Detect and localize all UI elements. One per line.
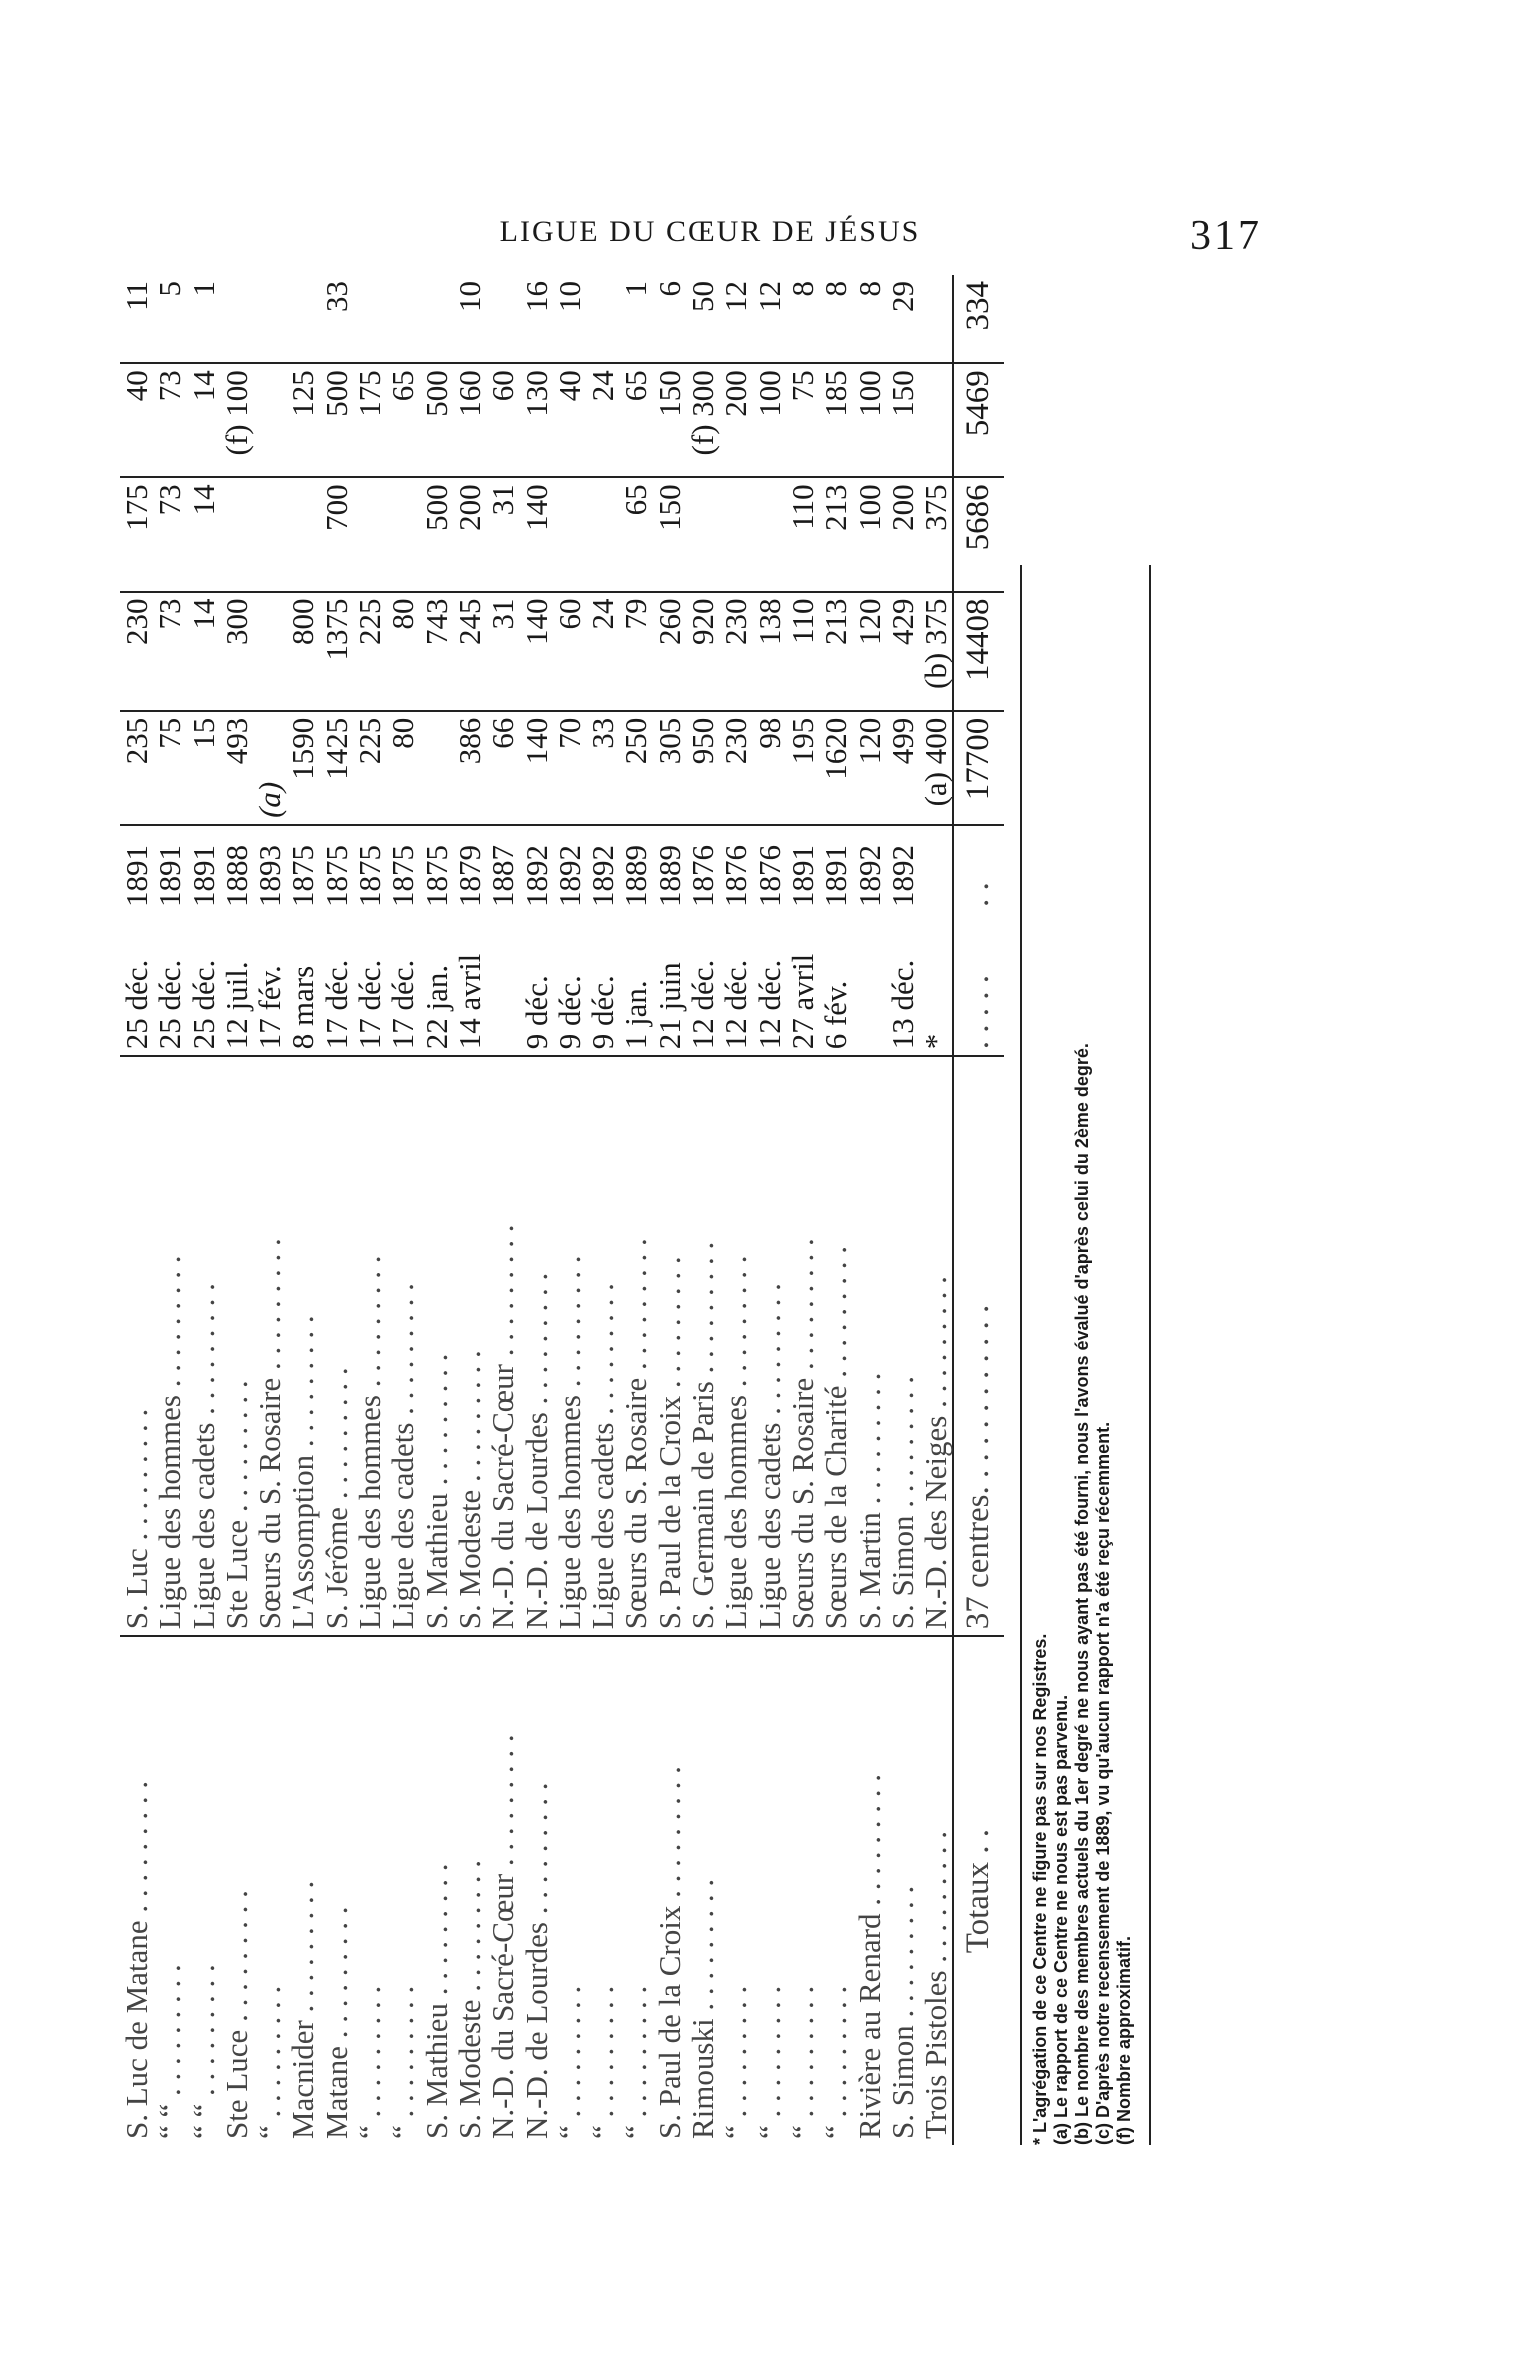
row-place: Trois Pistoles xyxy=(918,1970,954,2139)
row-place: N.-D. du Sacré-Cœur xyxy=(485,1873,521,2139)
row-centre: Sœurs du S. Rosaire xyxy=(252,1377,288,1630)
table-row xyxy=(220,275,253,2145)
leader-dots: . . . . . . . . . xyxy=(385,1283,421,1423)
leader-dots: . . . . . . . . . xyxy=(252,1985,288,2126)
row-n2: 14 xyxy=(185,598,221,630)
row-place: “ xyxy=(352,2125,388,2139)
row-place: “ “ xyxy=(185,2103,221,2139)
row-place: “ xyxy=(784,2125,820,2139)
row-centre: S. Simon xyxy=(884,1515,920,1630)
row-year: 1892 xyxy=(851,845,887,908)
row-n1: 33 xyxy=(585,717,621,749)
row-centre: N.-D. du Sacré-Cœur xyxy=(485,1364,521,1630)
row-year: 1892 xyxy=(884,845,920,908)
row-place: S. Mathieu xyxy=(418,2002,454,2139)
row-n2: 110 xyxy=(784,598,820,644)
row-n2: 24 xyxy=(585,598,621,630)
row-n5: 6 xyxy=(651,281,687,297)
row-year: 1875 xyxy=(385,845,421,908)
row-year: 1876 xyxy=(751,845,787,908)
row-n2: 140 xyxy=(518,598,554,646)
footnote: (c) D'après notre recensement de 1889, vu qu'aucun rapport n'a été reçu récemment. xyxy=(1092,1421,1113,2145)
leader-dots: . . . . . . . . . xyxy=(352,1255,388,1395)
row-n2: 300 xyxy=(218,598,254,646)
table-row xyxy=(786,275,819,2145)
table-row xyxy=(853,275,886,2145)
row-place: “ “ xyxy=(152,2103,188,2139)
row-n5: 11 xyxy=(119,281,154,311)
row-place: Rimouski xyxy=(685,2018,721,2139)
leader-dots: . . . . . . . . . xyxy=(418,1863,454,2003)
row-date: 25 déc. xyxy=(185,959,221,1050)
page-number: 317 xyxy=(1190,213,1262,259)
row-n1: 499 xyxy=(884,717,920,765)
row-n3: 140 xyxy=(518,484,554,531)
leader-dots: . . . . . . . . . xyxy=(918,1276,954,1416)
row-centre: S. Luc xyxy=(119,1548,154,1630)
leader-dots: . . . . . . . . . xyxy=(451,1860,487,2000)
row-n5: 8 xyxy=(784,281,820,297)
row-n3: 700 xyxy=(318,484,354,531)
row-centre: Ligue des cadets xyxy=(385,1422,421,1630)
row-n1: 386 xyxy=(451,717,487,765)
row-centre: Sœurs du S. Rosaire xyxy=(618,1377,654,1630)
row-n1: 70 xyxy=(551,717,587,749)
leader-dots: . . . . . . . . . xyxy=(751,1283,787,1423)
centres-table xyxy=(120,275,1004,2145)
table-row xyxy=(253,275,286,2145)
row-centre: S. Modeste xyxy=(451,1489,487,1630)
row-date: 9 déc. xyxy=(551,975,587,1050)
row-n4: 200 xyxy=(718,370,754,417)
row-place: “ xyxy=(618,2125,654,2139)
row-n4: 125 xyxy=(285,370,321,417)
row-n1: 305 xyxy=(651,717,687,765)
row-n2: 31 xyxy=(485,598,521,630)
row-date: 12 juil. xyxy=(218,961,254,1050)
row-n4: 40 xyxy=(119,370,154,402)
row-n2: 79 xyxy=(618,598,654,630)
row-n4: 100 xyxy=(851,370,887,417)
row-centre: S. Martin xyxy=(851,1512,887,1630)
row-date: 14 avril xyxy=(451,953,487,1050)
row-date: 22 jan. xyxy=(418,964,454,1050)
row-place: N.-D. de Lourdes xyxy=(518,1922,554,2139)
leader-dots: . . . . . . . . . xyxy=(451,1350,487,1490)
row-date: 25 déc. xyxy=(152,959,188,1050)
row-n1: 1590 xyxy=(285,717,321,780)
leader-dots: . . . . . . . . . xyxy=(185,1964,221,2104)
row-n5: 10 xyxy=(451,281,487,312)
row-n5: 16 xyxy=(518,281,554,312)
leader-dots: . . . . . . . . . xyxy=(185,1283,221,1423)
row-place: “ xyxy=(252,2125,288,2139)
leader-dots: . . . . . . . . . xyxy=(884,1885,920,2026)
row-n4: 60 xyxy=(485,370,521,402)
leader-dots: . . . . . . . . . xyxy=(818,1985,854,2126)
running-title: LIGUE DU CŒUR DE JÉSUS xyxy=(499,215,921,248)
row-n2: 245 xyxy=(451,598,487,646)
footnote: (a) Le rapport de ce Centre ne nous est pas parvenu. xyxy=(1050,1694,1071,2145)
row-n3: 100 xyxy=(851,484,887,531)
row-place: Macnider xyxy=(285,2020,321,2139)
row-date: 17 fév. xyxy=(252,965,288,1050)
leader-dots: . . . . . . . . . xyxy=(352,1985,388,2126)
row-place: Matane xyxy=(318,2046,354,2139)
leader-dots: . . . . . . . . . xyxy=(585,1985,621,2126)
row-n1: 1620 xyxy=(818,717,854,780)
row-year: 1891 xyxy=(784,845,820,908)
leader-dots: . . . . . . . . . xyxy=(518,1272,554,1413)
row-centre: Sœurs du S. Rosaire xyxy=(784,1377,820,1630)
row-year: 1891 xyxy=(818,845,854,908)
total-n5: 334 xyxy=(953,275,1003,363)
table-row xyxy=(919,275,953,2145)
row-n4: 14 xyxy=(185,370,221,402)
leader-dots: . . . . . . . . . xyxy=(218,1380,254,1520)
total-n3: 5686 xyxy=(953,477,1003,591)
table-row xyxy=(886,275,919,2145)
row-n1: 15 xyxy=(185,717,221,749)
leader-dots: . . . . . . . . . xyxy=(285,1880,321,2021)
leader-dots: . . . . . . . . . xyxy=(318,1906,354,2047)
row-date: 12 déc. xyxy=(751,959,787,1050)
leader-dots: . . . . . . . . . xyxy=(651,1256,687,1396)
row-date: * xyxy=(918,1033,954,1050)
leader-dots: . . . . . . . . . xyxy=(318,1367,354,1507)
footnotes xyxy=(1020,565,1135,2145)
row-year: 1891 xyxy=(185,845,221,908)
row-n5: 12 xyxy=(718,281,754,312)
table-row xyxy=(420,275,453,2145)
row-n4: 500 xyxy=(418,370,454,417)
row-n4: 150 xyxy=(884,370,920,417)
row-n4: 73 xyxy=(152,370,188,402)
row-n4: 185 xyxy=(818,370,854,417)
row-n1: 493 xyxy=(218,717,254,765)
row-date: 12 déc. xyxy=(718,959,754,1050)
row-n2: 73 xyxy=(152,598,188,630)
table-row xyxy=(120,275,153,2145)
row-n4: 500 xyxy=(318,370,354,417)
leader-dots: . . . . . . . . . xyxy=(252,1238,288,1378)
leader-dots: . . . . . . . . . xyxy=(418,1353,454,1494)
row-date: 9 déc. xyxy=(518,975,554,1050)
row-n2: 138 xyxy=(751,598,787,646)
leader-dots: . . . . . . . . . xyxy=(551,1255,587,1395)
table-row xyxy=(686,275,719,2145)
row-n3: 200 xyxy=(451,484,487,531)
row-n4: 130 xyxy=(518,370,554,417)
row-year: 1892 xyxy=(585,845,621,908)
table-row xyxy=(453,275,486,2145)
row-place: Rivière au Renard xyxy=(851,1913,887,2139)
row-n5: 1 xyxy=(618,281,654,297)
table-row xyxy=(187,275,220,2145)
leader-dots: . . . . . . . . . xyxy=(884,1375,920,1516)
table-row xyxy=(719,275,752,2145)
table-row xyxy=(286,275,319,2145)
row-n1: 235 xyxy=(119,717,154,765)
row-n3: 31 xyxy=(485,484,521,516)
row-year: 1891 xyxy=(119,845,154,908)
leader-dots: . . . . . . . . . xyxy=(818,1246,854,1386)
leader-dots: . . . . . . . . . xyxy=(285,1315,321,1455)
totals-row: Totaux . . 37 centres. . . . . . . . . . . . . . . . . . . 17700 14408 5686 5469 334 xyxy=(953,275,1003,2145)
row-n5: 33 xyxy=(318,281,354,312)
row-centre: Ligue des cadets xyxy=(185,1422,221,1630)
table-row xyxy=(153,275,186,2145)
totals-label: Totaux xyxy=(960,1862,997,1954)
leader-dots: . . . . . . . . . xyxy=(618,1985,654,2126)
total-n2: 14408 xyxy=(953,592,1003,711)
row-date: 21 juin xyxy=(651,962,687,1050)
row-n1: 225 xyxy=(352,717,388,765)
row-n2: 60 xyxy=(551,598,587,630)
row-n5: 12 xyxy=(751,281,787,312)
row-place: “ xyxy=(751,2125,787,2139)
table-row xyxy=(386,275,419,2145)
leader-dots: . . . . . . . . . xyxy=(784,1985,820,2126)
row-year: 1892 xyxy=(551,845,587,908)
row-n3: 175 xyxy=(119,484,154,531)
row-date: 12 déc. xyxy=(685,959,721,1050)
table-row xyxy=(586,275,619,2145)
row-n2: 213 xyxy=(818,598,854,646)
totals-centres: 37 centres. xyxy=(960,1486,997,1630)
leader-dots: . . . . . . . . . xyxy=(551,1985,587,2126)
row-n5: 1 xyxy=(185,281,221,297)
row-n5: 50 xyxy=(685,281,721,312)
leader-dots: . . . . . . . . . xyxy=(218,1890,254,2030)
row-centre: S. Germain de Paris xyxy=(685,1381,721,1630)
table-row xyxy=(753,275,786,2145)
row-year: 1888 xyxy=(218,845,254,908)
row-date: 17 déc. xyxy=(352,959,388,1050)
row-n1: 195 xyxy=(784,717,820,765)
leader-dots: . . . . . . . . . xyxy=(851,1773,887,1914)
row-year: 1876 xyxy=(685,845,721,908)
row-year: 1875 xyxy=(418,845,454,908)
row-n1: (a) 400 xyxy=(918,717,954,807)
row-n5: 10 xyxy=(551,281,587,312)
row-n4: 40 xyxy=(551,370,587,402)
row-year: 1891 xyxy=(152,845,188,908)
row-place: S. Luc de Matane xyxy=(119,1920,154,2139)
row-n5: 8 xyxy=(818,281,854,297)
row-year: 1875 xyxy=(285,845,321,908)
leader-dots: . . . . . . . . . xyxy=(119,1408,154,1549)
bottom-rule xyxy=(1149,565,1151,2145)
row-centre: S. Jérôme xyxy=(318,1506,354,1630)
row-year: 1893 xyxy=(252,845,288,908)
row-date: 27 avril xyxy=(784,953,820,1050)
leader-dots: . . . . . . . . . xyxy=(485,1734,521,1874)
row-n4: 150 xyxy=(651,370,687,417)
footnote: (b) Le nombre des membres actuels du 1er degré ne nous ayant pas été fourni, nous l'avons évalué d'après celui du 2ème degré. xyxy=(1071,1043,1092,2145)
leader-dots: . . . . . . . . . xyxy=(685,1241,721,1382)
row-n4: (f) 300 xyxy=(685,370,721,456)
row-n5: 8 xyxy=(851,281,887,297)
leader-dots: . . . . . . . . . xyxy=(585,1283,621,1423)
footnote: * L'agrégation de ce Centre ne figure pas sur nos Registres. xyxy=(1029,1633,1050,2145)
row-n4: 100 xyxy=(751,370,787,417)
row-note: (a) xyxy=(252,781,288,818)
row-year: 1875 xyxy=(352,845,388,908)
table-row xyxy=(619,275,652,2145)
row-n1: 120 xyxy=(851,717,887,765)
leader-dots: . . . . . . . . . xyxy=(718,1985,754,2126)
row-centre: Ligue des hommes xyxy=(152,1395,188,1630)
row-centre: Ligue des cadets xyxy=(751,1422,787,1630)
row-n5: 29 xyxy=(884,281,920,312)
row-n4: 75 xyxy=(784,370,820,402)
row-centre: Ligue des hommes xyxy=(718,1395,754,1630)
row-place: “ xyxy=(385,2125,421,2139)
footnote: (f) Nombre approximatif. xyxy=(1113,1935,1134,2145)
row-n3: 73 xyxy=(152,484,188,516)
row-year: 1887 xyxy=(485,845,521,908)
row-date: 17 déc. xyxy=(318,959,354,1050)
leader-dots: . . . . . . . . . xyxy=(685,1878,721,2019)
row-date: 13 déc. xyxy=(884,959,920,1050)
table-row xyxy=(819,275,852,2145)
row-n1: 66 xyxy=(485,717,521,749)
row-place: Ste Luce xyxy=(218,2029,254,2139)
row-centre: Ste Luce xyxy=(218,1519,254,1630)
row-centre: Ligue des hommes xyxy=(352,1395,388,1630)
row-date: 9 déc. xyxy=(585,975,621,1050)
leader-dots: . . . . . . . . . xyxy=(751,1985,787,2126)
row-centre: Ligue des hommes xyxy=(551,1395,587,1630)
row-n1: 250 xyxy=(618,717,654,765)
row-year: 1889 xyxy=(618,845,654,908)
row-date: 25 déc. xyxy=(119,959,154,1050)
row-date: 6 fév. xyxy=(818,980,854,1050)
row-n2: 1375 xyxy=(318,598,354,661)
row-n5: 5 xyxy=(152,281,188,297)
leader-dots: . . . . . . . . . xyxy=(784,1238,820,1378)
row-n3: 14 xyxy=(185,484,221,516)
total-n4: 5469 xyxy=(953,363,1003,477)
row-place: “ xyxy=(551,2125,587,2139)
table-row xyxy=(486,275,519,2145)
row-centre: N.-D. de Lourdes xyxy=(518,1412,554,1630)
rotated-table-block xyxy=(120,275,1255,2145)
row-n1: 80 xyxy=(385,717,421,749)
leader-dots: . . . . . . . . . xyxy=(152,1255,188,1395)
row-n2: 80 xyxy=(385,598,421,630)
row-year: 1892 xyxy=(518,845,554,908)
row-year: 1876 xyxy=(718,845,754,908)
row-year: 1879 xyxy=(451,845,487,908)
leader-dots: . . . . . . . . . xyxy=(485,1224,521,1365)
leader-dots: . . . . . . . . . xyxy=(119,1780,154,1921)
row-n2: 230 xyxy=(718,598,754,646)
row-n4: 24 xyxy=(585,370,621,402)
table-row xyxy=(520,275,553,2145)
row-n4: 160 xyxy=(451,370,487,417)
row-n2: 800 xyxy=(285,598,321,646)
row-n2: 920 xyxy=(685,598,721,646)
row-centre: S. Mathieu xyxy=(418,1493,454,1630)
leader-dots: . . . . . . . . . xyxy=(385,1985,421,2126)
row-centre: L'Assomption xyxy=(285,1454,321,1630)
row-centre: Ligue des cadets xyxy=(585,1422,621,1630)
row-n4: 65 xyxy=(618,370,654,402)
row-n2: 120 xyxy=(851,598,887,646)
row-n3: 110 xyxy=(784,484,820,530)
row-centre: N.-D. des Neiges xyxy=(918,1415,954,1630)
row-place: “ xyxy=(718,2125,754,2139)
total-n1: 17700 xyxy=(953,711,1003,825)
row-centre: S. Paul de la Croix xyxy=(651,1395,687,1630)
leader-dots: . . . . . . . . . xyxy=(152,1964,188,2104)
row-n3: 150 xyxy=(651,484,687,531)
row-n3: 65 xyxy=(618,484,654,516)
row-place: S. Simon xyxy=(884,2025,920,2139)
row-date: 1 jan. xyxy=(618,980,654,1050)
row-n3: 375 xyxy=(918,484,954,531)
row-year: 1889 xyxy=(651,845,687,908)
row-n4: 175 xyxy=(352,370,388,417)
leader-dots: . . . . . . . . . xyxy=(918,1830,954,1971)
leader-dots: . . . . . . . . . xyxy=(518,1782,554,1923)
row-n2: (b) 375 xyxy=(918,598,954,689)
row-n2: 743 xyxy=(418,598,454,646)
row-n1: 950 xyxy=(685,717,721,765)
row-n1: 98 xyxy=(751,717,787,749)
row-place: S. Paul de la Croix xyxy=(651,1905,687,2139)
leader-dots: . . . . . . . . . xyxy=(851,1372,887,1513)
row-n1: 230 xyxy=(718,717,754,765)
row-n4: (f) 100 xyxy=(218,370,254,456)
table-row xyxy=(553,275,586,2145)
row-place: “ xyxy=(818,2125,854,2139)
row-date: 8 mars xyxy=(285,965,321,1050)
row-n2: 225 xyxy=(352,598,388,646)
row-n2: 429 xyxy=(884,598,920,646)
table-row xyxy=(353,275,386,2145)
leader-dots: . . . . . . . . . xyxy=(718,1255,754,1395)
leader-dots: . . . . . . . . . xyxy=(651,1766,687,1906)
table-row xyxy=(320,275,353,2145)
row-n2: 230 xyxy=(119,598,154,646)
row-year: 1875 xyxy=(318,845,354,908)
row-n4: 65 xyxy=(385,370,421,402)
leader-dots: . . . . . . . . . xyxy=(618,1238,654,1378)
row-place: S. Modeste xyxy=(451,1999,487,2139)
row-date: 17 déc. xyxy=(385,959,421,1050)
row-n1: 140 xyxy=(518,717,554,765)
row-n1: 1425 xyxy=(318,717,354,780)
row-n1: 75 xyxy=(152,717,188,749)
row-n3: 213 xyxy=(818,484,854,531)
row-n3: 200 xyxy=(884,484,920,531)
row-centre: Sœurs de la Charité xyxy=(818,1385,854,1630)
row-n3: 500 xyxy=(418,484,454,531)
row-n2: 260 xyxy=(651,598,687,646)
row-place: “ xyxy=(585,2125,621,2139)
table-row xyxy=(653,275,686,2145)
